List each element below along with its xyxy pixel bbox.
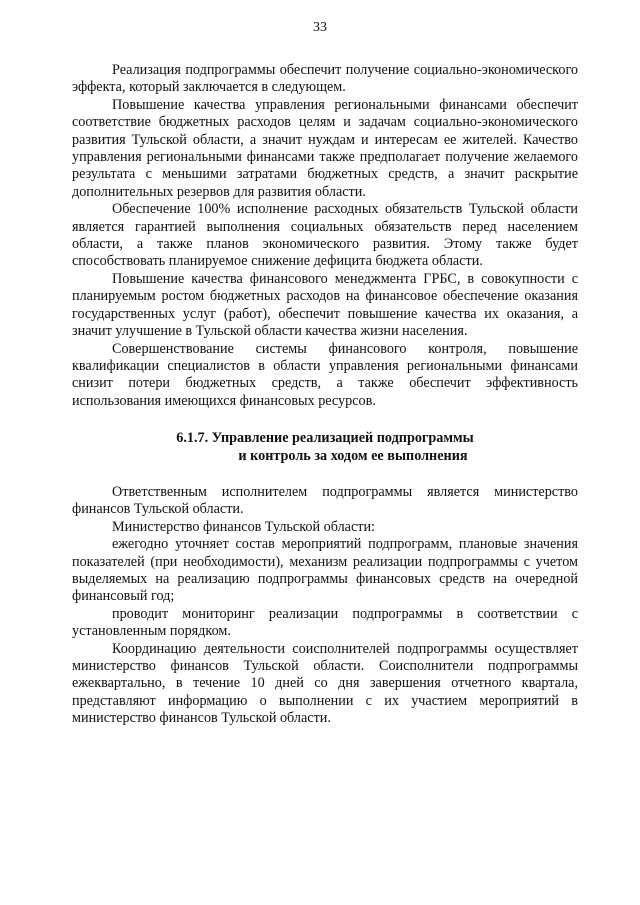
page-number: 33	[313, 20, 327, 35]
paragraph-control-system: Совершенствование системы финансового контроля, повышение квалификации специалистов в области управления региональными финансами снизит потери бюджетных средств, а также обеспечит эффективность использования имеющихся финансовых ресурсов.	[72, 340, 578, 409]
page-content	[72, 62, 578, 728]
section-heading	[72, 430, 578, 465]
paragraph-obligations: Обеспечение 100% исполнение расходных обязательств Тульской области является гарантией выполнения социальных обязательств перед населением области, а также планов экономического развития. Этому также будет способствовать планируемое снижение дефицита бюджета области.	[72, 201, 578, 270]
paragraph-monitoring: проводит мониторинг реализации подпрограммы в соответствии с установленным порядком.	[72, 605, 578, 640]
paragraph-finance-quality: Повышение качества управления региональными финансами обеспечит соответствие бюджетных расходов целям и задачам социально-экономического развития Тульской области, а значит нуждам и интересам ее жителей. Качество управления региональными финансами также предполагает получение желаемого результата с меньшими затратами бюджетных средств, а значит раскрытие дополнительных резервов для развития области.	[72, 96, 578, 200]
paragraph-effect-intro: Реализация подпрограммы обеспечит получение социально-экономического эффекта, который заключается в следующем.	[72, 62, 578, 96]
paragraph-annual-update: ежегодно уточняет состав мероприятий подпрограмм, плановые значения показателей (при необходимости), механизм реализации подпрограммы с учетом выделяемых на реализацию подпрограммы финансовых средств на очередной финансовый год;	[72, 536, 578, 605]
section-heading-line-2: и контроль за ходом ее выполнения	[238, 447, 468, 464]
paragraph-management-grbs: Повышение качества финансового менеджмента ГРБС, в совокупности с планируемым ростом бюджетных расходов на финансовое обеспечение оказания государственных услуг (работ), обеспечит повышение качества их оказания, а значит улучшение в Тульской области качества жизни населения.	[72, 270, 578, 340]
paragraph-responsible-executor: Ответственным исполнителем подпрограммы является министерство финансов Тульской области.	[72, 483, 578, 518]
paragraph-ministry: Министерство финансов Тульской области:	[112, 518, 375, 535]
paragraph-coordination: Координацию деятельности соисполнителей подпрограммы осуществляет министерство финансов Тульской области. Соисполнители подпрограммы ежеквартально, в течение 10 дней со дня завершения отчетного квартала, представляют информацию о выполнении с их участием мероприятий в министерство финансов Тульской области.	[72, 640, 578, 727]
section-heading-line-1: 6.1.7. Управление реализацией подпрограммы	[176, 430, 474, 447]
